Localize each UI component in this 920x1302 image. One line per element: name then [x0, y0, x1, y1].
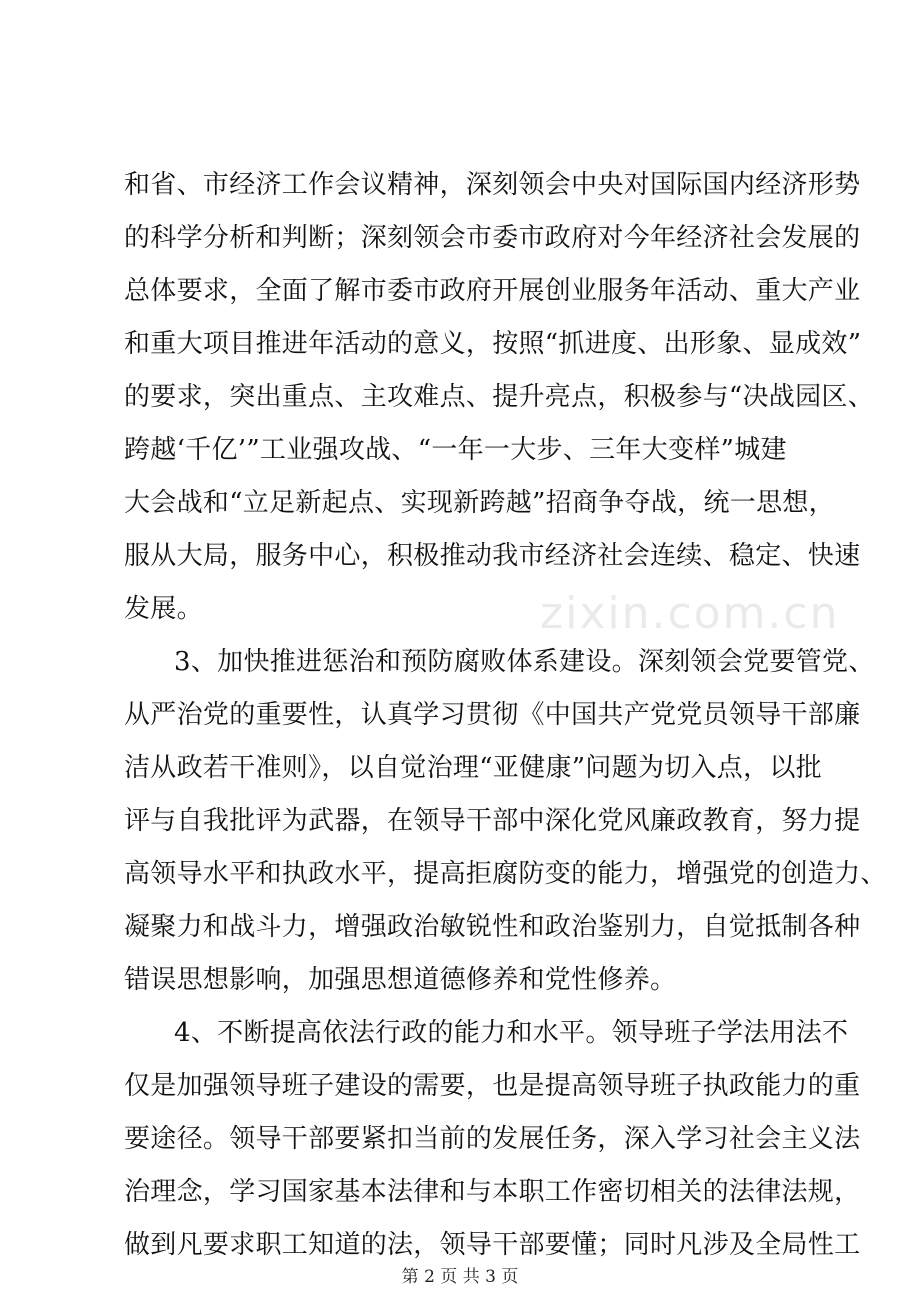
page-number-footer: 第 2 页 共 3 页	[401, 1267, 519, 1287]
text-line: 总体要求，全面了解市委市政府开展创业服务年活动、重大产业	[124, 276, 861, 306]
text-line: 的科学分析和判断；深刻领会市委市政府对今年经济社会发展的	[124, 223, 861, 253]
text-line: 跨越‘千亿’”工业强攻战、“一年一大步、三年大变样”城建	[124, 435, 787, 465]
text-line: 洁从政若干准则》，以自觉治理“亚健康”问题为切入点，以批	[124, 753, 822, 783]
text-line: 评与自我批评为武器，在领导干部中深化党风廉政教育，努力提	[124, 806, 861, 836]
text-line: 凝聚力和战斗力，增强政治敏锐性和政治鉴别力，自觉抵制各种	[124, 912, 861, 942]
paragraph-start-line: 3、加快推进惩治和预防腐败体系建设。深刻领会党要管党、	[174, 647, 875, 677]
text-line: 和省、市经济工作会议精神，深刻领会中央对国际国内经济形势	[124, 170, 861, 200]
text-line: 错误思想影响，加强思想道德修养和党性修养。	[124, 965, 677, 995]
text-line: 大会战和“立足新起点、实现新跨越”招商争夺战，统一思想，	[124, 488, 835, 518]
text-line: 发展。	[124, 594, 203, 624]
text-line: 要途径。领导干部要紧扣当前的发展任务，深入学习社会主义法	[124, 1124, 861, 1154]
text-line: 的要求，突出重点、主攻难点、提升亮点，积极参与“决战园区、	[124, 382, 874, 412]
text-line: 仅是加强领导班子建设的需要，也是提高领导班子执政能力的重	[124, 1071, 861, 1101]
paragraph-start-line: 4、不断提高依法行政的能力和水平。领导班子学法用法不	[174, 1018, 849, 1048]
text-line: 治理念，学习国家基本法律和与本职工作密切相关的法律法规，	[124, 1177, 861, 1207]
text-line: 和重大项目推进年活动的意义，按照“抓进度、出形象、显成效”	[124, 329, 862, 359]
text-line: 从严治党的重要性，认真学习贯彻《中国共产党党员领导干部廉	[124, 700, 861, 730]
text-line: 高领导水平和执政水平，提高拒腐防变的能力，增强党的创造力、	[124, 859, 887, 889]
text-line: 服从大局，服务中心，积极推动我市经济社会连续、稳定、快速	[124, 541, 861, 571]
text-line: 做到凡要求职工知道的法，领导干部要懂；同时凡涉及全局性工	[124, 1230, 861, 1260]
watermark: zixin.com.cn	[540, 588, 840, 639]
